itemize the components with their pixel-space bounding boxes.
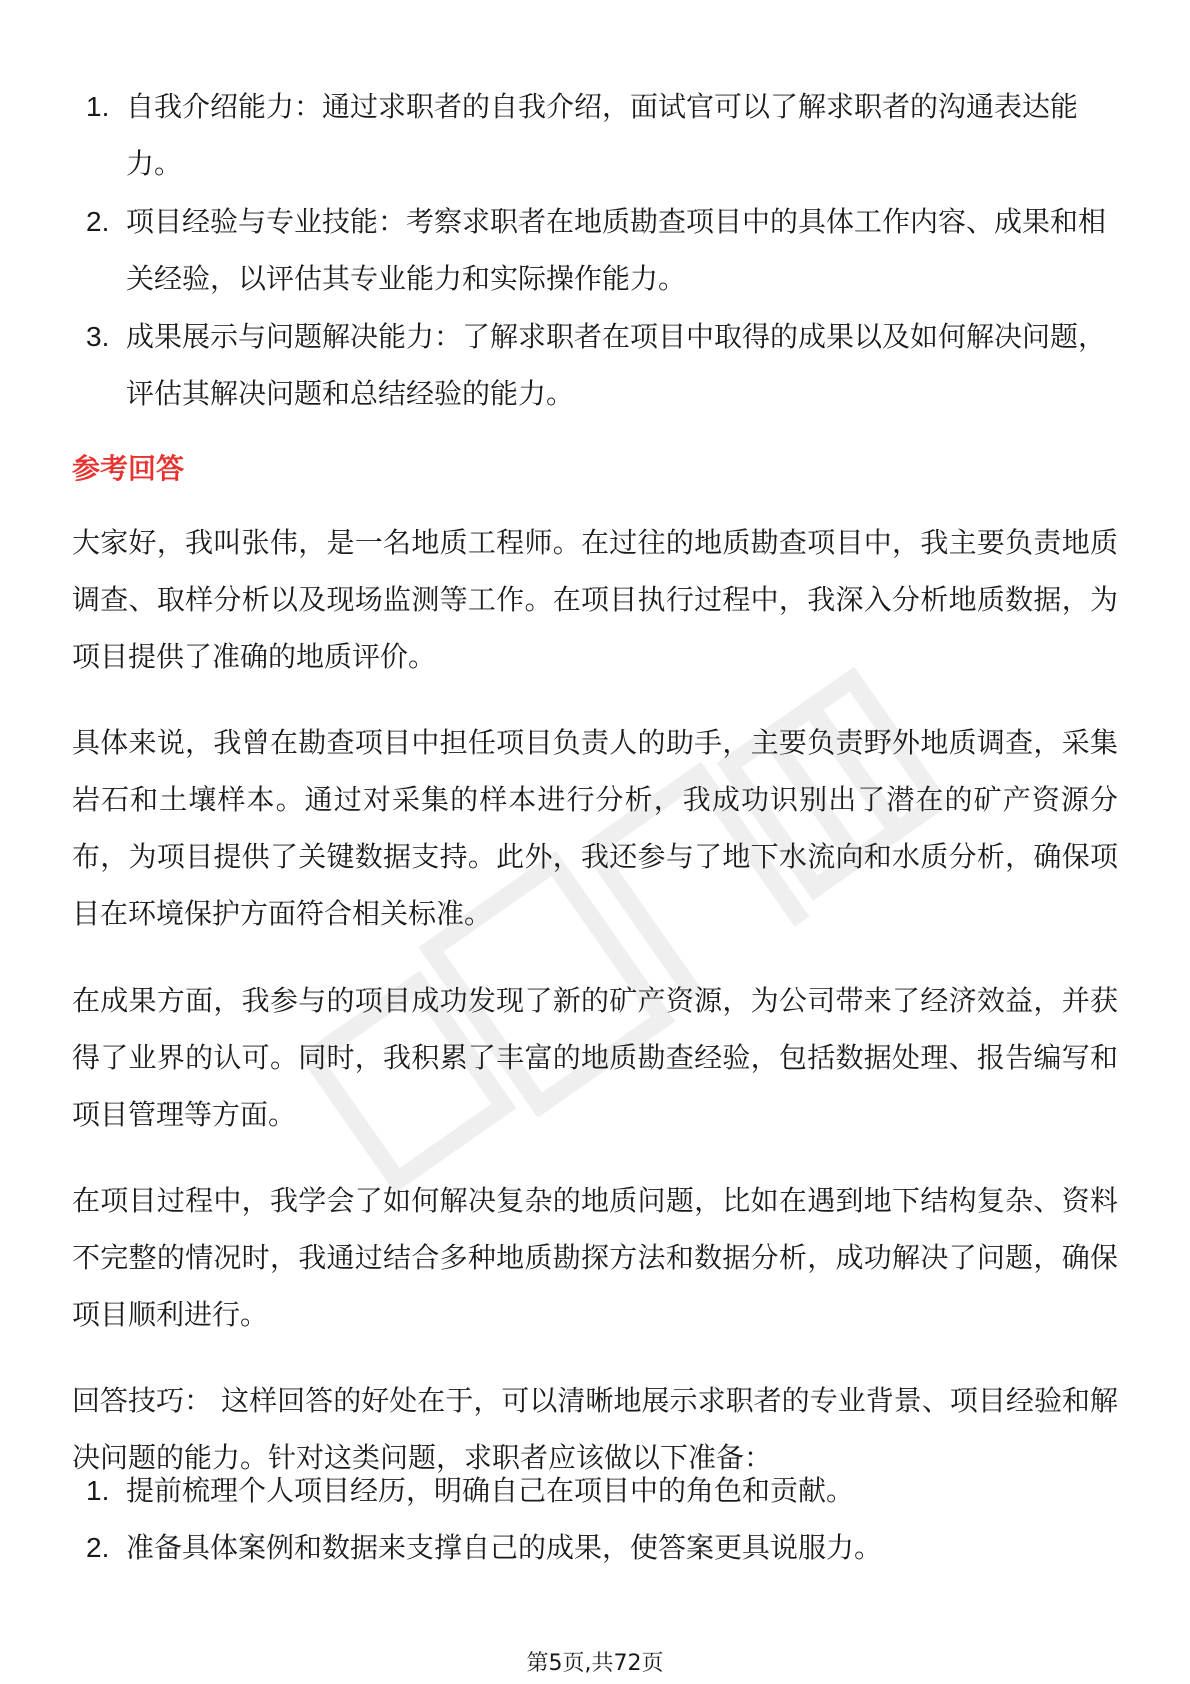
list-item-number: 2. — [86, 1532, 110, 1563]
list-item — [84, 193, 1124, 307]
list-item — [84, 1462, 1124, 1519]
list-item-number: 2. — [86, 206, 110, 237]
list-item-text: 准备具体案例和数据来支撑自己的成果，使答案更具说服力。 — [126, 1531, 883, 1564]
list-item — [84, 78, 1124, 192]
answer-paragraph: 在项目过程中，我学会了如何解决复杂的地质问题，比如在遇到地下结构复杂、资料不完整的情况时，我通过结合多种地质勘探方法和数据分析，成功解决了问题，确保项目顺利进行。 — [72, 1184, 1118, 1331]
list-item-number: 3. — [86, 321, 110, 352]
tips-paragraph: 回答技巧： 这样回答的好处在于，可以清晰地展示求职者的专业背景、项目经验和解决问题的能力。针对这类问题，求职者应该做以下准备： — [72, 1384, 1118, 1474]
requirements-list — [84, 78, 1124, 423]
list-item-text: 项目经验与专业技能：考察求职者在地质勘查项目中的具体工作内容、成果和相关经验，以评估其专业能力和实际操作能力。 — [126, 205, 1107, 295]
list-item-text: 提前梳理个人项目经历，明确自己在项目中的角色和贡献。 — [126, 1474, 855, 1507]
list-item-number: 1. — [86, 1475, 110, 1506]
answer-paragraph: 具体来说，我曾在勘查项目中担任项目负责人的助手，主要负责野外地质调查，采集岩石和土壤样本。通过对采集的样本进行分析，我成功识别出了潜在的矿产资源分布，为项目提供了关键数据支持。此外，我还参与了地下水流向和水质分析，确保项目在环境保护方面符合相关标准。 — [72, 726, 1118, 930]
section-title: 参考回答 — [72, 452, 185, 485]
list-item — [84, 1519, 1124, 1576]
answer-paragraph: 在成果方面，我参与的项目成功发现了新的矿产资源，为公司带来了经济效益，并获得了业界的认可。同时，我积累了丰富的地质勘查经验，包括数据处理、报告编写和项目管理等方面。 — [72, 984, 1118, 1131]
list-item-text: 自我介绍能力：通过求职者的自我介绍，面试官可以了解求职者的沟通表达能力。 — [126, 90, 1079, 180]
list-item-text: 成果展示与问题解决能力：了解求职者在项目中取得的成果以及如何解决问题，评估其解决问题和总结经验的能力。 — [126, 320, 1107, 410]
page-number: 第5页,共72页 — [526, 1651, 664, 1676]
answer-paragraph: 大家好，我叫张伟，是一名地质工程师。在过往的地质勘查项目中，我主要负责地质调查、取样分析以及现场监测等工作。在项目执行过程中，我深入分析地质数据，为项目提供了准确的地质评价。 — [72, 526, 1118, 673]
list-item — [84, 308, 1124, 422]
list-item-number: 1. — [86, 91, 110, 122]
preparation-list — [84, 1462, 1124, 1576]
